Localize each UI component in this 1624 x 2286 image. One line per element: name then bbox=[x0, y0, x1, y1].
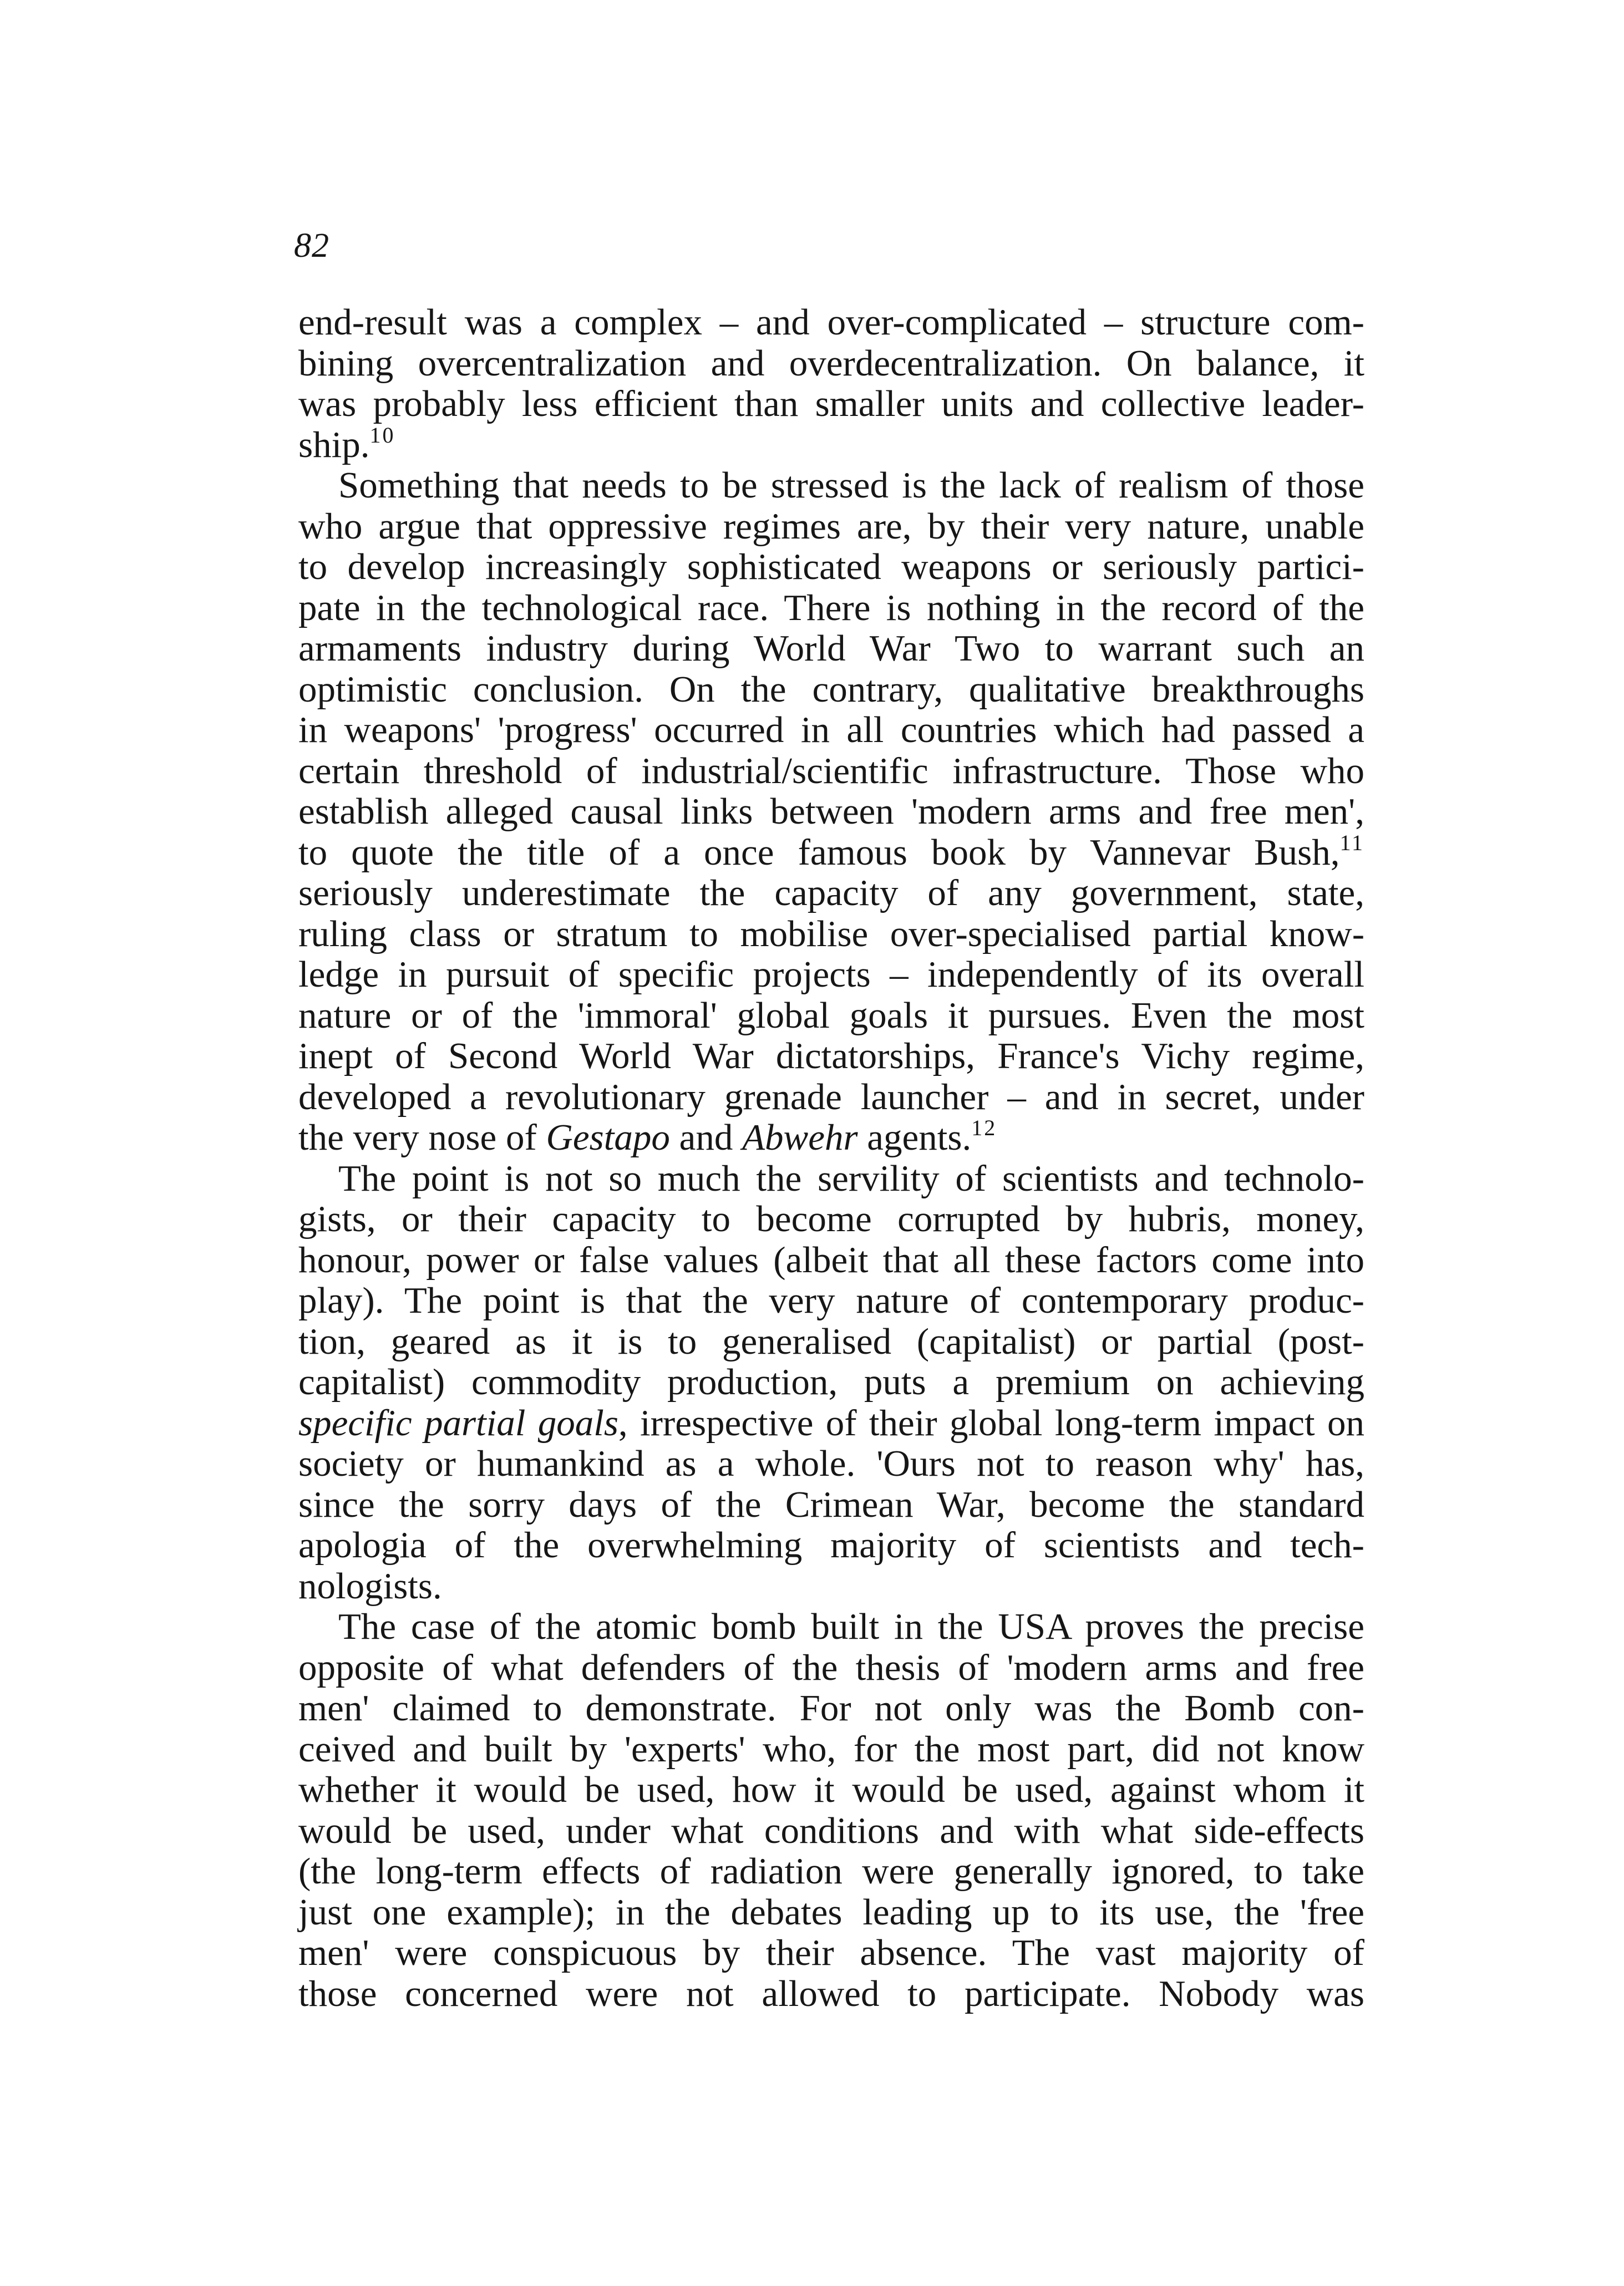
text-line: ledge in pursuit of specific projects – independently of its overall bbox=[298, 954, 1364, 995]
line-text: , irrespective of their global long-term impact on bbox=[618, 1402, 1364, 1444]
text-line: to develop increasingly sophisticated weapons or seriously partici- bbox=[298, 546, 1364, 587]
text-line: those concerned were not allowed to participate. Nobody was bbox=[298, 1973, 1364, 2014]
text-line: society or humankind as a whole. 'Ours not to reason why' has, bbox=[298, 1443, 1364, 1484]
text-line: bining overcentralization and overdecentralization. On balance, it bbox=[298, 342, 1364, 384]
footnote-reference: 11 bbox=[1339, 830, 1364, 855]
text-line: whether it would be used, how it would be used, against whom it bbox=[298, 1769, 1364, 1810]
text-line: The case of the atomic bomb built in the USA proves the precise bbox=[338, 1606, 1364, 1647]
text-line bbox=[298, 1117, 1364, 1159]
text-line bbox=[298, 422, 1364, 466]
text-line bbox=[298, 1403, 1364, 1444]
italic-term: Abwehr bbox=[742, 1117, 858, 1158]
text-line bbox=[298, 832, 1364, 873]
text-line: inept of Second World War dictatorships, France's Vichy regime, bbox=[298, 1035, 1364, 1076]
text-line: in weapons' 'progress' occurred in all countries which had passed a bbox=[298, 709, 1364, 750]
line-text: the very nose of bbox=[298, 1117, 546, 1158]
text-line: certain threshold of industrial/scientific infrastructure. Those who bbox=[298, 750, 1364, 791]
text-line: men' claimed to demonstrate. For not only was the Bomb con- bbox=[298, 1688, 1364, 1729]
text-line: armaments industry during World War Two to warrant such an bbox=[298, 628, 1364, 669]
text-line: who argue that oppressive regimes are, by their very nature, unable bbox=[298, 505, 1364, 547]
text-line: opposite of what defenders of the thesis of 'modern arms and free bbox=[298, 1647, 1364, 1688]
line-text: to quote the title of a once famous book by Vannevar Bush, bbox=[298, 831, 1340, 873]
italic-term: specific partial goals bbox=[298, 1402, 618, 1444]
text-line: just one example); in the debates leading up to its use, the 'free bbox=[298, 1891, 1364, 1933]
text-line: men' were conspicuous by their absence. The vast majority of bbox=[298, 1932, 1364, 1973]
text-line: end-result was a complex – and over-complicated – structure com- bbox=[298, 302, 1364, 343]
text-line: would be used, under what conditions and with what side-effects bbox=[298, 1810, 1364, 1851]
text-line: capitalist) commodity production, puts a premium on achieving bbox=[298, 1362, 1364, 1403]
text-line: optimistic conclusion. On the contrary, qualitative breakthroughs bbox=[298, 668, 1364, 710]
footnote-reference: 12 bbox=[971, 1115, 997, 1140]
text-line: tion, geared as it is to generalised (capitalist) or partial (post- bbox=[298, 1320, 1364, 1362]
body-text bbox=[298, 302, 1364, 2014]
text-line: ruling class or stratum to mobilise over-specialised partial know- bbox=[298, 913, 1364, 954]
text-line: developed a revolutionary grenade launcher – and in secret, under bbox=[298, 1076, 1364, 1117]
text-line: ceived and built by 'experts' who, for the most part, did not know bbox=[298, 1728, 1364, 1770]
text-line: play). The point is that the very nature of contemporary produc- bbox=[298, 1280, 1364, 1321]
line-text: and bbox=[669, 1117, 743, 1158]
line-text: agents. bbox=[857, 1117, 972, 1158]
text-line: nature or of the 'immoral' global goals it pursues. Even the most bbox=[298, 994, 1364, 1036]
italic-term: Gestapo bbox=[546, 1117, 670, 1158]
text-line: pate in the technological race. There is nothing in the record of the bbox=[298, 587, 1364, 628]
text-line: establish alleged causal links between 'modern arms and free men', bbox=[298, 791, 1364, 832]
text-line: apologia of the overwhelming majority of scientists and tech- bbox=[298, 1525, 1364, 1566]
page-number: 82 bbox=[294, 227, 329, 265]
line-text: ship. bbox=[298, 424, 370, 465]
text-line: gists, or their capacity to become corrupted by hubris, money, bbox=[298, 1198, 1364, 1239]
text-line: (the long-term effects of radiation were generally ignored, to take bbox=[298, 1851, 1364, 1892]
text-line: The point is not so much the servility of scientists and technolo- bbox=[338, 1157, 1364, 1199]
text-line: nologists. bbox=[298, 1565, 442, 1607]
text-line: was probably less efficient than smaller units and collective leader- bbox=[298, 383, 1364, 424]
text-line: Something that needs to be stressed is the lack of realism of those bbox=[338, 465, 1364, 506]
footnote-reference: 10 bbox=[369, 422, 395, 448]
text-line: seriously underestimate the capacity of any government, state, bbox=[298, 872, 1364, 913]
text-line: honour, power or false values (albeit that all these factors come into bbox=[298, 1239, 1364, 1281]
text-line: since the sorry days of the Crimean War, become the standard bbox=[298, 1484, 1364, 1525]
